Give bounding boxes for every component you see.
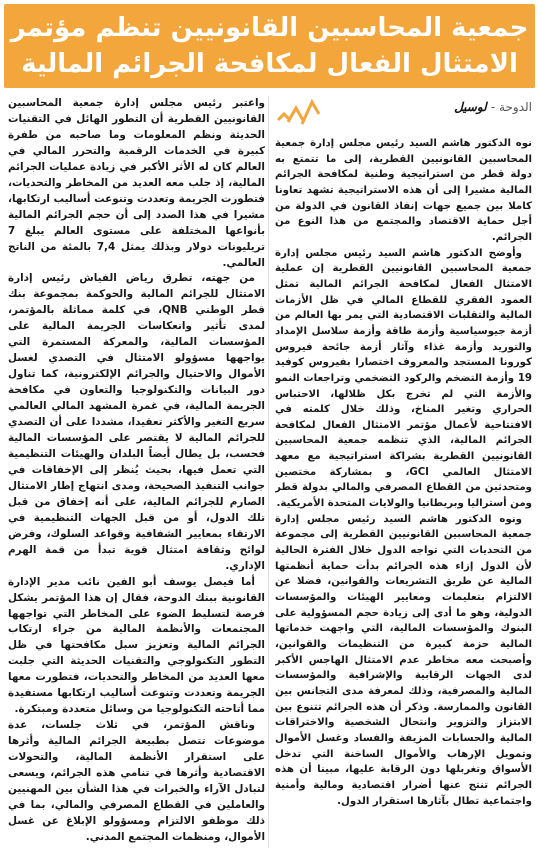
lusail-logo-icon xyxy=(275,96,321,128)
byline-location: الدوحة - xyxy=(490,100,532,114)
headline-line-1: جمعية المحاسبين القانونيين تنظم مؤتمر xyxy=(10,13,529,43)
column-divider xyxy=(268,96,269,848)
paragraph: من جهته، تطرق رياض الفياش رئيس إدارة الامتثال للجرائم المالية والحوكمة بمجموعة بنك قطر الوطني QNB، في كلمة مماثلة بالمؤتمر، لمدى تأثير وانعكاسات الجريمة المالية على المؤسسات المالية، والمعركة المستمرة التي يواجهها مسؤولو الامتثال في التصدي لغسل الأموال والاحتيال والجرائم الإلكترونية، كما تناول دور البيانات والتكنولوجيا والتعاون في مكافحة الجريمة المالية، في غمرة المشهد المالي العالمي سريع التغير والأكثر تعقيدا، مشددا على أن التصدي للجرائم المالية لا يقتصر على المؤسسات المالية فحسب، بل يطال أيضاً البلدان والهيئات التنظيمية التي تعمل فيها، بحيث يُنظر إلى الإخفاقات في جوانب التنفيذ الصحيحة، ومدى انتهاج إطار الامتثال الصارم للجرائم المالية، على أنه إخفاق من قبل تلك الدول، أو من قبل الجهات التنظيمية في الارتقاء بمعايير الشفافية وقواعد السلوك، وفرض لوائح وثقافة امتثال قوية تبدأ من قمة الهرم الإداري. xyxy=(8,272,265,572)
paragraph: أما فيصل يوسف أبو الفين نائب مدير الإدارة القانونية ببنك الدوحة، فقال إن هذا المؤتمر يشكل فرصة لتسليط الضوء على المخاطر التي تواجهها المجتمعات والأنظمة المالية من جراء ارتكاب الجرائم المالية وتعزيز سبل مكافحتها في ظل التطور التكنولوجي والتقنيات الحديثة التي جلبت معها العديد من المخاطر والتحديات، فتطورت معها الجريمة وتعددت وتنوعت أساليب ارتكابها مستفيدة مما أتاحته التكنولوجيا من وسائل متعددة ومبتكرة. xyxy=(8,575,265,716)
byline-text xyxy=(454,100,532,116)
article-column-right xyxy=(275,96,532,848)
paragraph: وأوضح الدكتور هاشم السيد رئيس مجلس إدارة جمعية المحاسبين القانونيين القطرية إن عملية الامتثال الفعال لمكافحة الجرائم المالية تمثل العمود الفقري للقطاع المالي في ظل الأزمات المالية والتقلبات الاقتصادية التي يمر بها العالم من أزمة جيوسياسية وأزمة طاقة وأزمة سلاسل الإمداد والتوريد وأزمة غذاء وآثار أزمة جائحة فيروس كورونا المستجد والمعروف اختصارا بفيروس كوفيد 19 وأزمة التضخم والركود التضخمي وتراجعات النمو والأزمة التي لم تخرج بكل ظلالها، الاحتباس الحراري وتغير المناخ، وذلك خلال كلمته في الافتتاحية لأعمال مؤتمر الامتثال الفعال لمكافحة الجرائم المالية، الذي تنظمه جمعية المحاسبين القانونيين القطرية بشراكة استراتيجية مع معهد الامتثال العالمي GCI، و بمشاركة مختصين ومتحدثين من القطاع المصرفي والمالي بدولة قطر ومن أستراليا وبريطانيا والولايات المتحدة الأمريكية. xyxy=(275,247,532,510)
headline-line-2: الامتثال الفعال لمكافحة الجرائم المالية xyxy=(21,49,518,79)
article-column-left xyxy=(8,96,265,848)
byline xyxy=(275,96,532,130)
paragraph: ونوه الدكتور هاشم السيد رئيس مجلس إدارة جمعية المحاسبين القانونيين القطرية إلى مجموعة من التحديات التي تواجه الدول خلال الفترة الحالية لأن الدول إزاء هذه الجرائم بدأت حماية أنظمتها المالية عن طريق التشريعات والقوانين، فضلا عن الالتزام بتعليمات ومعايير الهيئات والمؤسسات الدولية، وهو ما أدى إلى زيادة حجم المسؤولية على البنوك والمؤسسات المالية، التي واجهت خدماتها المالية حزمة كبيرة من التنظيمات والقوانين، وأصبحت معه مخاطر عدم الامتثال الهاجس الأكبر لدى الجهات الرقابية والإشرافية والمؤسسات المالية والمصرفية، وذلك لمعرفة مدى التجانس بين القانون والممارسة. وذكر أن هذه الجرائم تتنوع بين الابتزاز والتزوير وانتحال الشخصية والاختراقات المالية والحسابات المزيفة والفساد وغسل الأموال وتمويل الإرهاب والأموال الساخنة التي تدخل الأسواق وتغربلها دون الرقابة عليها، مبينا أن هذه الجرائم تنتج عنها أضرار اقتصادية ومالية وأمنية واجتماعية تطال بآثارها استقرار الدول. xyxy=(275,513,532,807)
paragraph: وناقش المؤتمر، في ثلاث جلسات، عدة موضوعات تتصل بطبيعة الجرائم المالية وأثرها على استقرار الأنظمة المالية، والتحولات الاقتصادية وأثرها في تنامي هذه الجرائم، ويسعى لتبادل الآراء والخبرات في هذا الشأن بين المهنيين والعاملين في القطاع المصرفي والمالي، بما في ذلك موظفو الالتزام ومسؤولو الإبلاغ عن غسل الأموال، ومنظمات المجتمع المدني. xyxy=(8,719,265,843)
paragraph: نوه الدكتور هاشم السيد رئيس مجلس إدارة جمعية المحاسبين القانونيين القطرية، إلى ما تتمتع به دولة قطر من استراتيجية وطنية لمكافحة الجرائم المالية مشيرا إلى أن هذه الاستراتيجية تشهد تعاونا كاملا بين جميع جهات إنفاذ القانون في الدولة من أجل حماية الاقتصاد والمجتمع من هذا النوع من الجرائم. xyxy=(275,138,532,243)
byline-source: لوسيل xyxy=(454,100,487,114)
headline-banner xyxy=(4,4,535,88)
paragraph: واعتبر رئيس مجلس إدارة جمعية المحاسبين القانونيين القطرية أن التطور الهائل في التقنيات الحديثة ونظم المعلومات وما صاحبه من طفرة كبيرة في الخدمات الرقمية والتحرر المالي في العالم كان له الأثر الأكبر في زيادة عمليات الجرائم المالية، إذ جلب معه العديد من المخاطر والتحديات، فتطورت الجريمة وتعددت وتنوعت أساليب ارتكابها، مشيرا في هذا الصدد إلى أن حجم الجرائم المالية بأنواعها المختلفة على مستوى العالم يبلغ 7 تريليونات دولار وبذلك يمثل 7,4 بالمئة من الناتج العالمي. xyxy=(8,97,265,269)
